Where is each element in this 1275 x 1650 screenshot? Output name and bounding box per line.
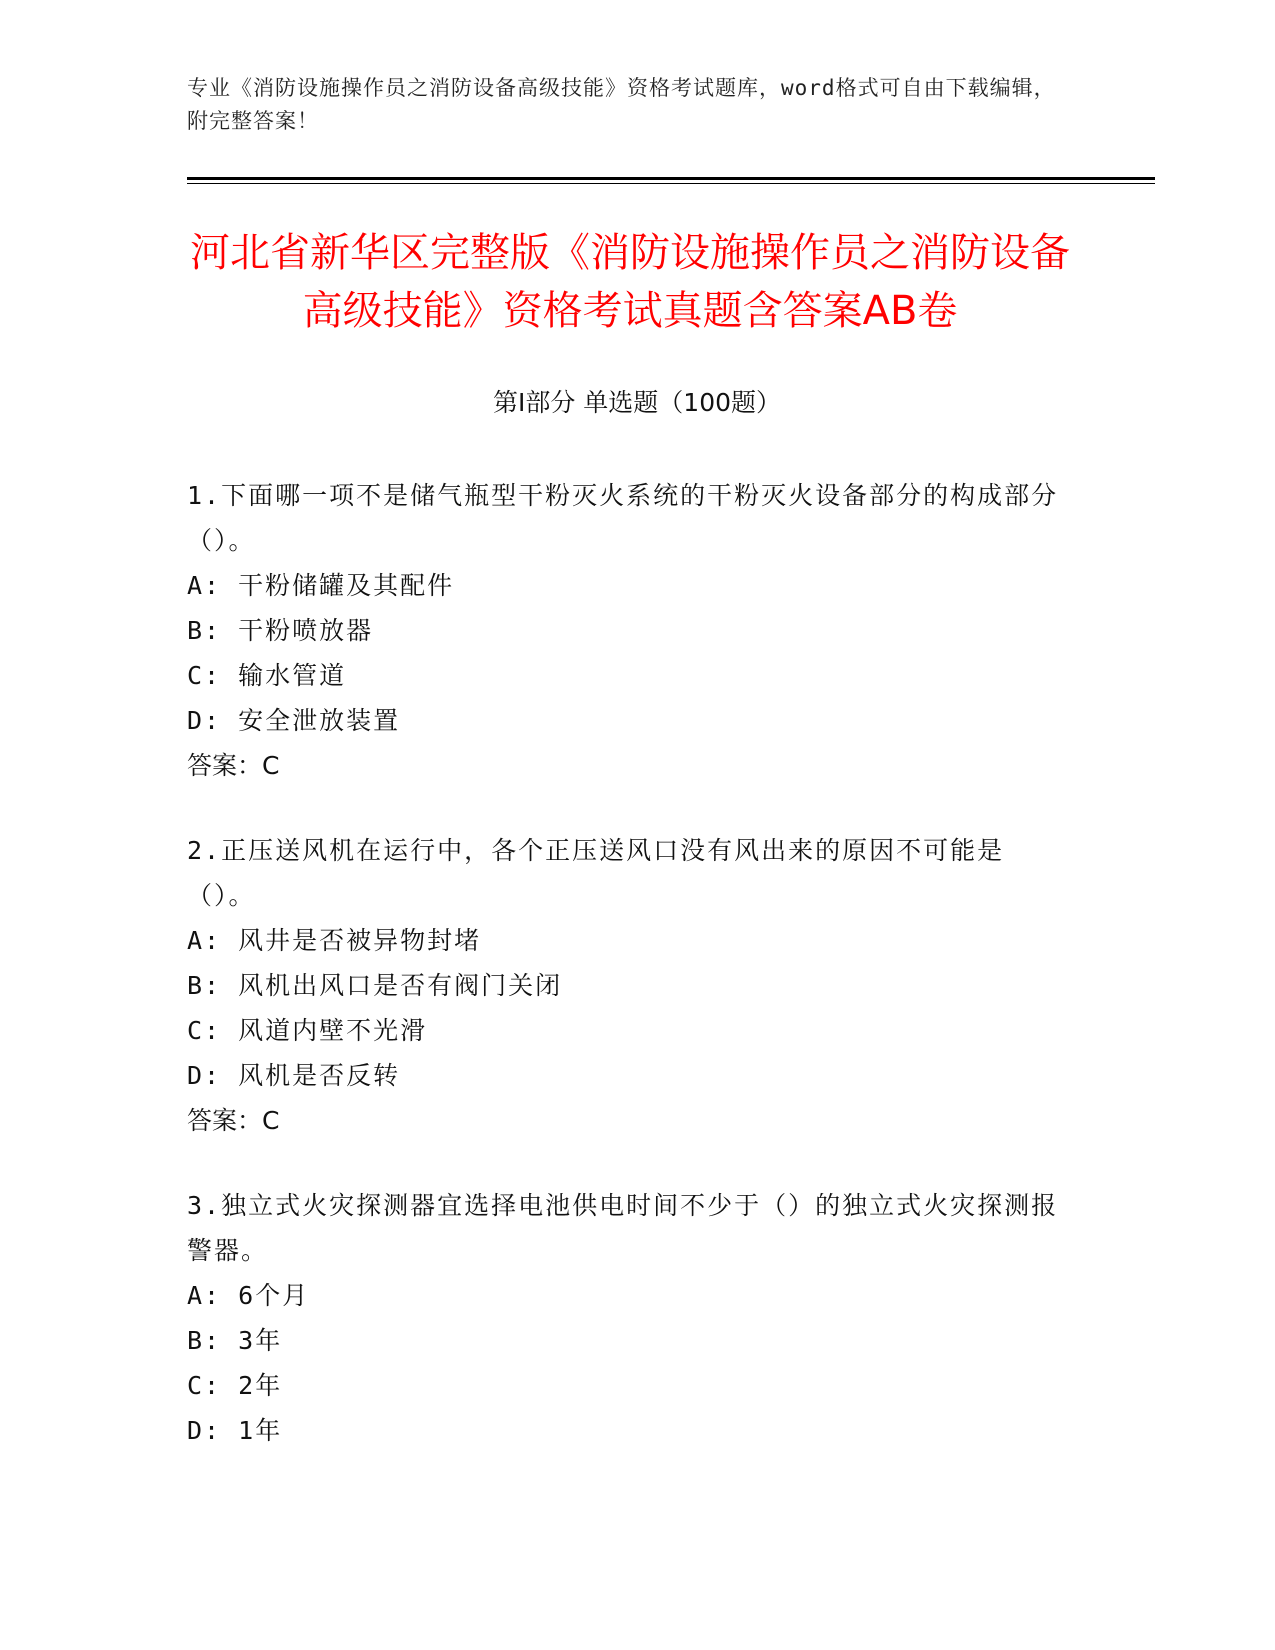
option-b: B: 3年	[187, 1326, 283, 1355]
option-c: C: 2年	[187, 1371, 283, 1400]
option-c: C: 风道内壁不光滑	[187, 1016, 428, 1045]
question-stem: 3.独立式火灾探测器宜选择电池供电时间不少于（）的独立式火灾探测报警器。	[187, 1191, 1059, 1265]
document-title: 河北省新华区完整版《消防设施操作员之消防设备高级技能》资格考试真题含答案AB卷	[190, 230, 1070, 334]
option-d: D: 风机是否反转	[187, 1061, 401, 1090]
question-list	[187, 473, 1067, 1493]
question-stem: 2.正压送风机在运行中，各个正压送风口没有风出来的原因不可能是（）。	[187, 836, 1005, 910]
question-answer: 答案：C	[187, 751, 280, 780]
option-d: D: 安全泄放装置	[187, 706, 401, 735]
option-a: A: 干粉储罐及其配件	[187, 571, 455, 600]
header-rule-thick	[187, 177, 1155, 180]
header-note: 专业《消防设施操作员之消防设备高级技能》资格考试题库，word格式可自由下载编辑，附完整答案！	[187, 76, 1056, 133]
question-answer: 答案：C	[187, 1106, 280, 1135]
option-b: B: 风机出风口是否有阀门关闭	[187, 971, 563, 1000]
option-a: A: 风井是否被异物封堵	[187, 926, 482, 955]
header-rule-thin	[187, 183, 1155, 184]
option-c: C: 输水管道	[187, 661, 347, 690]
question-2	[187, 828, 1067, 1143]
question-1	[187, 473, 1067, 788]
option-d: D: 1年	[187, 1416, 283, 1445]
question-stem: 1.下面哪一项不是储气瓶型干粉灭火系统的干粉灭火设备部分的构成部分（）。	[187, 481, 1059, 555]
option-b: B: 干粉喷放器	[187, 616, 374, 645]
option-a: A: 6个月	[187, 1281, 310, 1310]
section-title: 第Ⅰ部分 单选题（100题）	[492, 388, 782, 417]
question-3	[187, 1183, 1067, 1453]
